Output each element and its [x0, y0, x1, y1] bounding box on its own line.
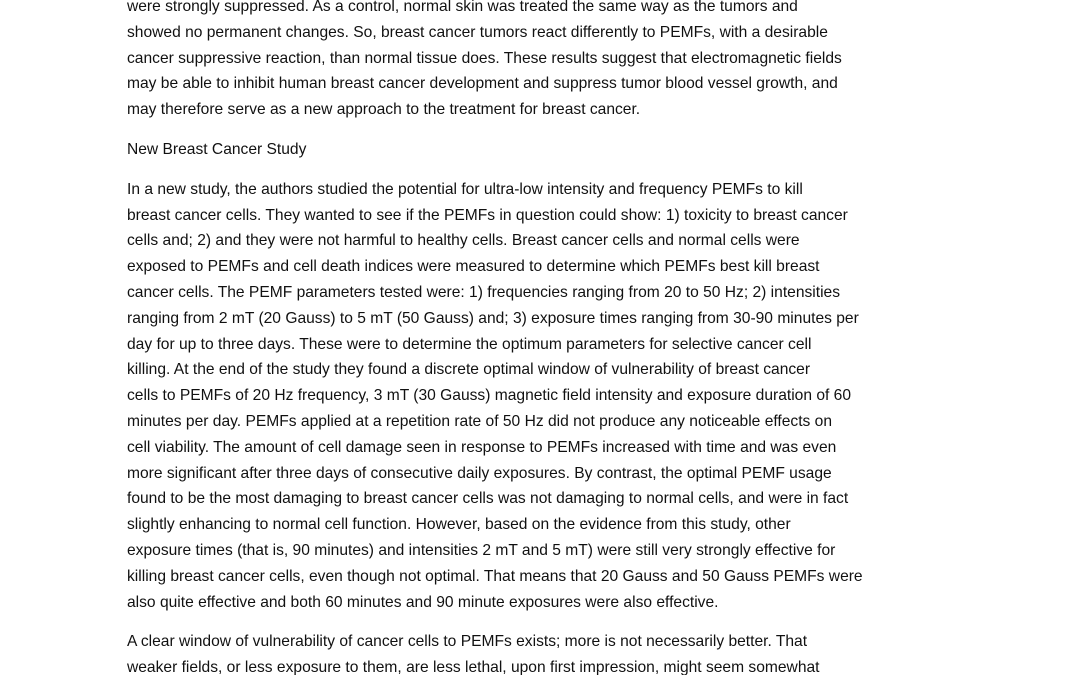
text-line: weaker fields, or less exposure to them, are less lethal, upon first impression, might seem somewhat [127, 659, 820, 675]
text-line: also quite effective and both 60 minutes and 90 minute exposures were also effective. [127, 593, 719, 611]
text-line: exposed to PEMFs and cell death indices were measured to determine which PEMFs best kill breast [127, 258, 820, 276]
text-line: showed no permanent changes. So, breast cancer tumors react differently to PEMFs, with a desirable [127, 23, 828, 41]
document-body [127, 0, 957, 675]
section-heading [127, 137, 957, 163]
text-line: killing breast cancer cells, even though not optimal. That means that 20 Gauss and 50 Gauss PEMFs were [127, 567, 863, 585]
paragraph-new-study [127, 177, 957, 616]
paragraph-spacer [127, 615, 957, 629]
text-line: killing. At the end of the study they found a discrete optimal window of vulnerability of breast cancer [127, 361, 811, 379]
text-line: day for up to three days. These were to determine the optimum parameters for selective cancer cell [127, 335, 812, 353]
paragraph-spacer [127, 123, 957, 137]
text-line: may therefore serve as a new approach to the treatment for breast cancer. [127, 101, 641, 119]
text-line: cell viability. The amount of cell damage seen in response to PEMFs increased with time and was even [127, 438, 837, 456]
text-line: cells and; 2) and they were not harmful to healthy cells. Breast cancer cells and normal cells were [127, 232, 800, 250]
text-line: cells to PEMFs of 20 Hz frequency, 3 mT (30 Gauss) magnetic field intensity and exposure duration of 60 [127, 387, 852, 405]
text-line: cancer cells. The PEMF parameters tested were: 1) frequencies ranging from 20 to 50 Hz; 2) intensities [127, 283, 841, 301]
text-line: found to be the most damaging to breast cancer cells was not damaging to normal cells, and were in fact [127, 490, 849, 508]
paragraph-window-of-vulnerability [127, 629, 957, 675]
text-line: In a new study, the authors studied the potential for ultra-low intensity and frequency PEMFs to kill [127, 180, 803, 198]
text-line: cancer suppressive reaction, than normal tissue does. These results suggest that electromagnetic fields [127, 49, 842, 67]
text-line: more significant after three days of consecutive daily exposures. By contrast, the optimal PEMF usage [127, 464, 832, 482]
text-line: ranging from 2 mT (20 Gauss) to 5 mT (50 Gauss) and; 3) exposure times ranging from 30-90 minutes per [127, 309, 859, 327]
text-line: A clear window of vulnerability of cancer cells to PEMFs exists; more is not necessarily better. That [127, 633, 808, 651]
text-line: were strongly suppressed. As a control, normal skin was treated the same way as the tumors and [127, 0, 798, 15]
heading-text: New Breast Cancer Study [127, 140, 307, 158]
text-line: slightly enhancing to normal cell function. However, based on the evidence from this study, other [127, 516, 791, 534]
paragraph-tumor-suppression [127, 0, 957, 123]
text-line: minutes per day. PEMFs applied at a repetition rate of 50 Hz did not produce any noticeable effects on [127, 412, 833, 430]
paragraph-spacer [127, 163, 957, 177]
text-line: may be able to inhibit human breast cancer development and suppress tumor blood vessel growth, and [127, 75, 838, 93]
text-line: breast cancer cells. They wanted to see if the PEMFs in question could show: 1) toxicity to breast cancer [127, 206, 848, 224]
text-line: exposure times (that is, 90 minutes) and intensities 2 mT and 5 mT) were still very strongly effective for [127, 541, 836, 559]
